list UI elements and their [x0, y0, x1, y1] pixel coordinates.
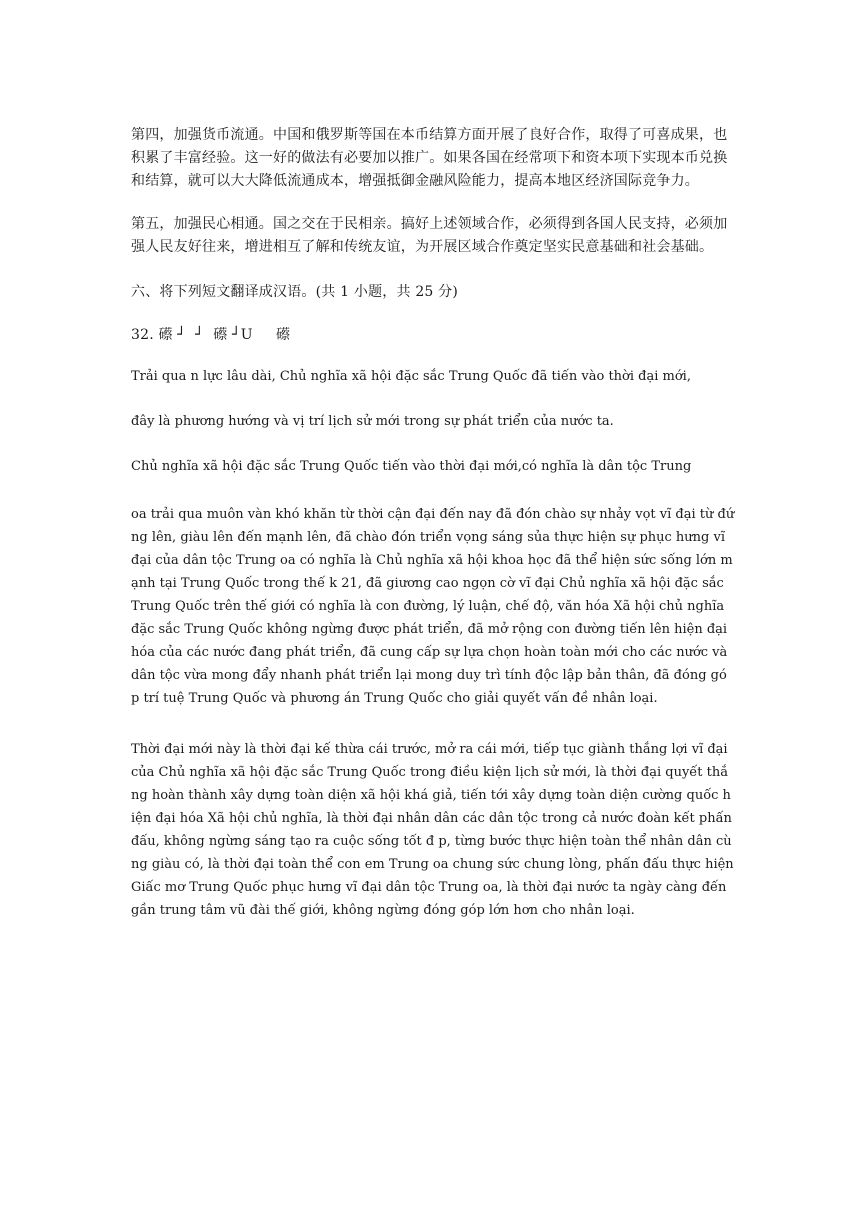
vietnamese-line-1: Trải qua n lực lâu dài, Chủ nghĩa xã hội đặc sắc Trung Quốc đã tiến vào thời đại mới,	[131, 369, 691, 384]
question-32-label: 32. 礤 ┘ ┘ 礤 ┘U 礤	[131, 327, 291, 343]
vietnamese-paragraph-meaning: oa trải qua muôn vàn khó khăn từ thời cận đại đến nay đã đón chào sự nhảy vọt vĩ đại từ đứng lên, giàu lên đến mạnh lên, đã chào đón triển vọng sáng sủa thực hiện sự phục hưng vĩ đại của dân tộc Trung oa có nghĩa là Chủ nghĩa xã hội khoa học đã thể hiện sức sống lớn mạnh tại Trung Quốc trong thế k 21, đã giương cao ngọn cờ vĩ đại Chủ nghĩa xã hội đặc sắc Trung Quốc trên thế giới có nghĩa là con đường, lý luận, chế độ, văn hóa Xã hội chủ nghĩa đặc sắc Trung Quốc không ngừng được phát triển, đã mở rộng con đường tiến lên hiện đại hóa của các nước đang phát triển, đã cung cấp sự lựa chọn hoàn toàn mới cho các nước và dân tộc vừa mong đẩy nhanh phát triển lại mong duy trì tính độc lập bản thân, đã đóng góp trí tuệ Trung Quốc và phương án Trung Quốc cho giải quyết vấn đề nhân loại.	[131, 507, 735, 706]
vietnamese-line-2: đây là phương hướng và vị trí lịch sử mới trong sự phát triển của nước ta.	[131, 414, 614, 429]
document-page	[131, 124, 735, 922]
paragraph-fourth-currency: 第四，加强货币流通。中国和俄罗斯等国在本币结算方面开展了良好合作，取得了可喜成果，也积累了丰富经验。这一好的做法有必要加以推广。如果各国在经常项下和资本项下实现本币兑换和结算，就可以大大降低流通成本，增强抵御金融风险能力，提高本地区经济国际竞争力。	[131, 127, 728, 189]
paragraph-fifth-people: 第五，加强民心相通。国之交在于民相亲。搞好上述领域合作，必须得到各国人民支持，必须加强人民友好往来，增进相互了解和传统友谊，为开展区域合作奠定坚实民意基础和社会基础。	[131, 216, 728, 255]
vietnamese-line-3: Chủ nghĩa xã hội đặc sắc Trung Quốc tiến vào thời đại mới,có nghĩa là dân tộc Trung	[131, 459, 692, 474]
section-six-heading: 六、将下列短文翻译成汉语。(共 1 小题，共 25 分)	[131, 284, 459, 300]
vietnamese-paragraph-new-era: Thời đại mới này là thời đại kế thừa cái trước, mở ra cái mới, tiếp tục giành thắng lợi vĩ đại của Chủ nghĩa xã hội đặc sắc Trung Quốc trong điều kiện lịch sử mới, là thời đại quyết thắng hoàn thành xây dựng toàn diện xã hội khá giả, tiến tới xây dựng toàn diện cường quốc hiện đại hóa Xã hội chủ nghĩa, là thời đại nhân dân các dân tộc trong cả nước đoàn kết phấn đấu, không ngừng sáng tạo ra cuộc sống tốt đ p, từng bước thực hiện toàn thể nhân dân cùng giàu có, là thời đại toàn thể con em Trung oa chung sức chung lòng, phấn đấu thực hiện Giấc mơ Trung Quốc phục hưng vĩ đại dân tộc Trung oa, là thời đại nước ta ngày càng đến gần trung tâm vũ đài thế giới, không ngừng đóng góp lớn hơn cho nhân loại.	[131, 742, 734, 918]
